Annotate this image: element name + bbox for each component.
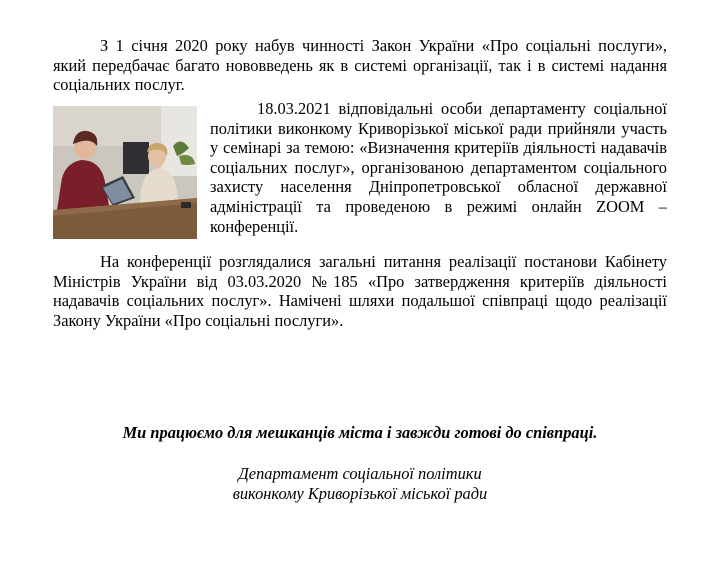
- paragraph-seminar: 18.03.2021 відповідальні особи департаменту соціальної політики виконкому Криворізької міської ради прийняли участь у семінарі за темою: «Визначення критеріїв діяльності надавачів соціальних послуг», організованою департаментом соціального захисту населення Дніпропетровської обласної державної адміністрації та проведеною в режимі онлайн ZOOM – конференції.: [210, 99, 667, 236]
- signature-line-1: Департамент соціальної політики: [238, 464, 482, 483]
- signature-line-2: виконкому Криворізької міської ради: [232, 484, 488, 503]
- paragraph-law-intro: З 1 січня 2020 року набув чинності Закон України «Про соціальні послуги», який передбачає багато нововведень як в системі організації, так і в системі надання соціальних послуг.: [53, 36, 667, 95]
- seminar-photo: [53, 106, 197, 239]
- motto: Ми працюємо для мешканців міста і завжди готові до співпраці.: [122, 423, 598, 442]
- meeting-photo-icon: [53, 106, 197, 239]
- paragraph-conference: На конференції розглядалися загальні питання реалізації постанови Кабінету Міністрів України від 03.03.2020 №185 «Про затвердження критеріїв діяльності надавачів соціальних послуг». Намічені шляхи подальшої співпраці щодо реалізації Закону України «Про соціальні послуги».: [53, 252, 667, 330]
